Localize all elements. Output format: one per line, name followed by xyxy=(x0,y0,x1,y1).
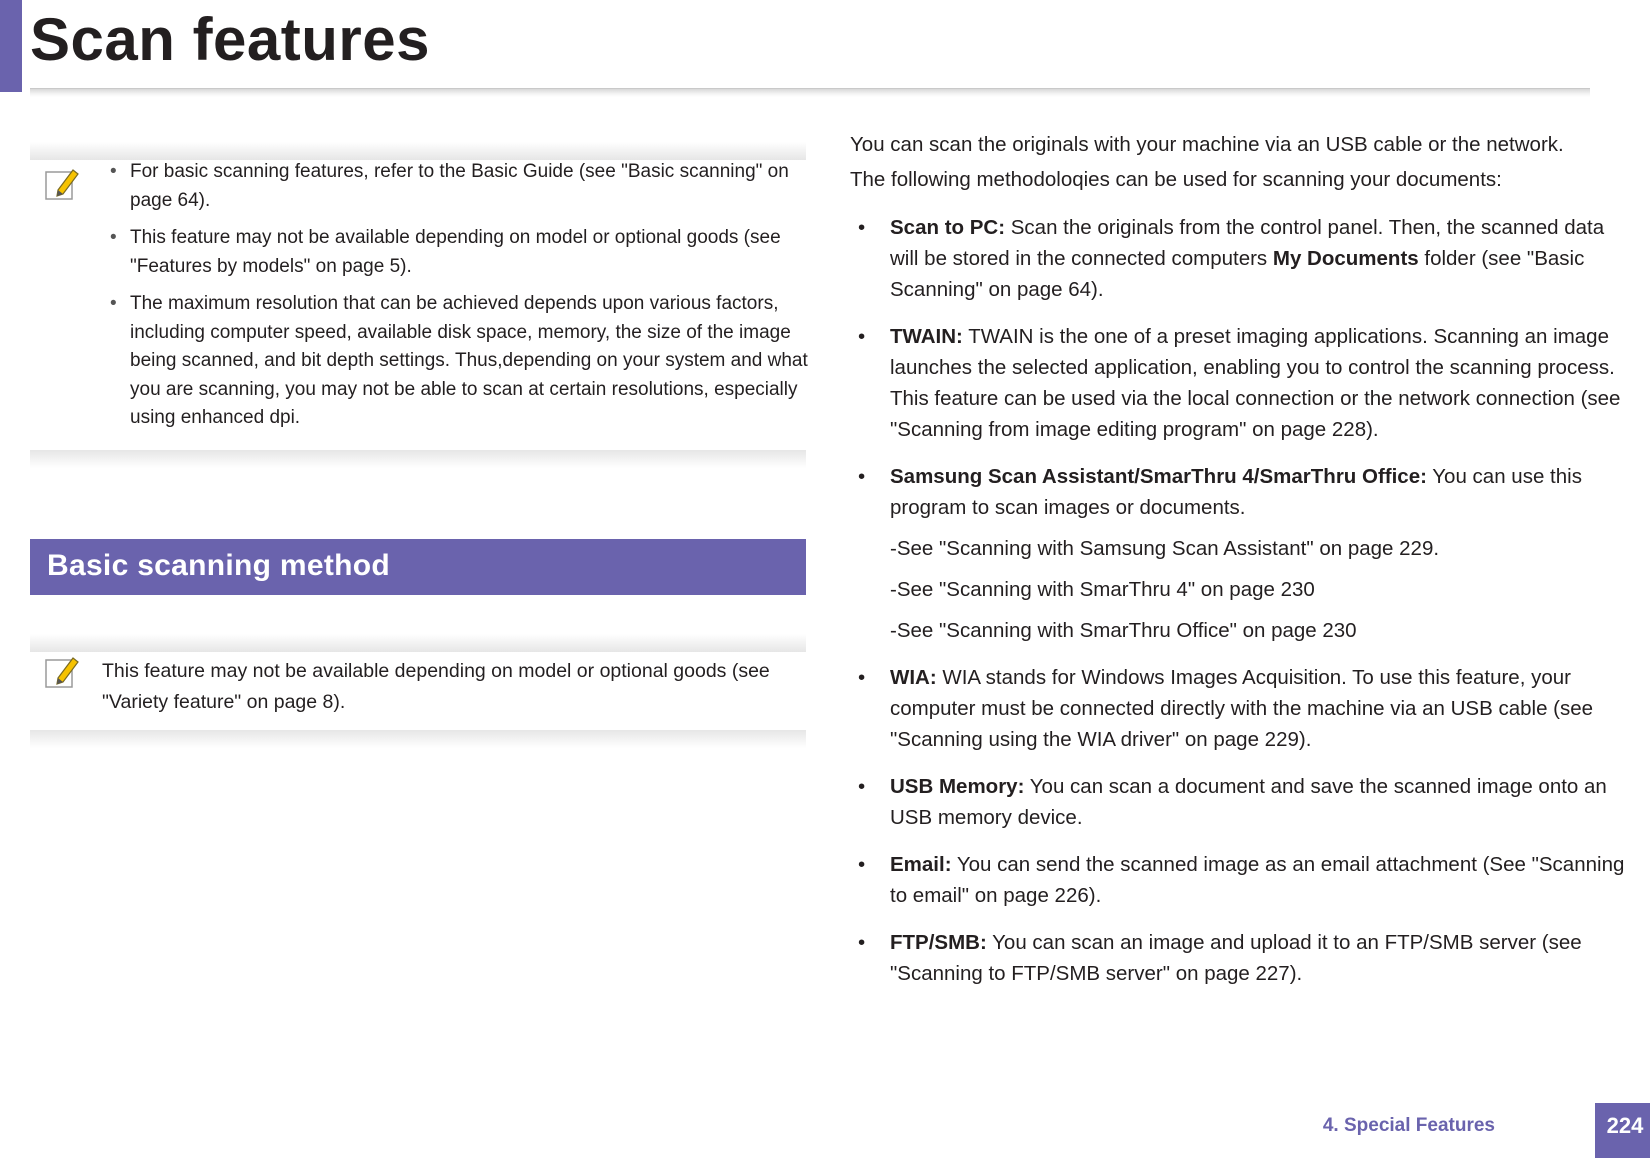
note-box-bottom-edge xyxy=(30,450,806,468)
scan-methods-list xyxy=(850,212,1630,1005)
list-item xyxy=(850,662,1630,755)
intro-paragraph: The following methodoloqies can be used for scanning your documents: xyxy=(850,168,1502,191)
cross-reference[interactable]: -See "Scanning with SmarThru Office" on page 230 xyxy=(890,619,1357,642)
bullet: • xyxy=(858,465,866,488)
note-text: This feature may not be available depending on model or optional goods (see "Variety feature" on page 8). xyxy=(102,660,770,713)
my-documents-label: My Documents xyxy=(1272,247,1419,270)
title-accent-bar xyxy=(0,0,22,92)
cross-reference[interactable]: -See "Scanning with Samsung Scan Assistant" on page 229. xyxy=(890,537,1440,560)
list-item xyxy=(850,212,1630,305)
list-item xyxy=(850,771,1630,833)
chapter-label: 4. Special Features xyxy=(1322,1115,1495,1136)
note-item xyxy=(110,290,810,433)
item-text: You can scan a document and save the scanned image onto an USB memory device. xyxy=(890,775,1607,829)
item-text-cont: folder (see "Basic Scanning" on page 64). xyxy=(890,247,1585,301)
item-text: WIA stands for Windows Images Acquisition. To use this feature, your computer must be connected directly with the machine via an USB cable (see "Scanning using the WIA driver" on page 229). xyxy=(890,666,1594,751)
bullet: • xyxy=(110,161,117,182)
bullet: • xyxy=(110,293,117,314)
item-label: USB Memory: xyxy=(890,775,1025,798)
note-item-text: For basic scanning features, refer to the xyxy=(130,161,472,182)
item-label: FTP/SMB: xyxy=(890,931,987,954)
bullet: • xyxy=(858,325,866,348)
section-banner xyxy=(30,539,806,595)
basic-guide-link[interactable]: Basic Guide (see xyxy=(471,161,616,182)
item-text: You can send the scanned image as an email attachment (See "Scanning to email" on page 226). xyxy=(890,853,1625,907)
bullet: • xyxy=(858,853,866,876)
intro-paragraph: You can scan the originals with your machine via an USB cable or the network. xyxy=(850,133,1564,156)
bullet: • xyxy=(858,216,866,239)
note-box-bottom-edge xyxy=(30,730,806,748)
item-text: TWAIN is the one of a preset imaging applications. Scanning an image launches the selected application, enabling you to control the scanning process. This feature can be used via the local connection or the network connection (see "Scanning from image editing program" on page 228). xyxy=(890,325,1621,441)
list-item xyxy=(850,849,1630,911)
bullet: • xyxy=(858,775,866,798)
note-pencil-icon xyxy=(44,166,80,202)
bullet: • xyxy=(858,931,866,954)
item-label: Samsung Scan Assistant/SmarThru 4/SmarThru Office: xyxy=(890,465,1427,488)
list-item xyxy=(850,927,1630,989)
bullet: • xyxy=(858,666,866,689)
note-item xyxy=(110,158,810,215)
item-text: You can scan an image and upload it to an FTP/SMB server (see "Scanning to FTP/SMB server" on page 227). xyxy=(890,931,1582,985)
list-item xyxy=(850,321,1630,445)
item-label: Scan to PC: xyxy=(890,216,1006,239)
item-text: Scan the originals from the control panel. Then, the scanned data will be stored in the connected computers xyxy=(890,216,1605,270)
note-box-top-edge xyxy=(30,634,806,652)
item-label: TWAIN: xyxy=(890,325,963,348)
note-item-text-cont: "Basic scanning" on page 64). xyxy=(130,161,789,211)
cross-reference[interactable]: -See "Scanning with SmarThru 4" on page 230 xyxy=(890,578,1315,601)
section-title: Basic scanning method xyxy=(47,549,391,582)
note-item-text: This feature may not be available depending on model or optional goods (see "Features by models" on page 5). xyxy=(130,227,781,277)
page-number-badge: 224 xyxy=(1595,1103,1650,1158)
page-title: Scan features xyxy=(30,6,431,73)
list-item xyxy=(850,461,1630,646)
note-item xyxy=(110,224,810,281)
item-label: Email: xyxy=(890,853,952,876)
item-label: WIA: xyxy=(890,666,937,689)
title-rule xyxy=(30,88,1590,97)
item-text: You can use this program to scan images or documents. xyxy=(890,465,1582,519)
bullet: • xyxy=(110,227,117,248)
note-item-text: The maximum resolution that can be achieved depends upon various factors, including computer speed, available disk space, memory, the size of the image being scanned, and bit depth settings. Thus,depending on your system and what you are scanning, you may not be able to scan at certain resolutions, especially using enhanced dpi. xyxy=(130,293,808,428)
note-pencil-icon xyxy=(44,654,80,690)
note-list xyxy=(110,158,810,442)
